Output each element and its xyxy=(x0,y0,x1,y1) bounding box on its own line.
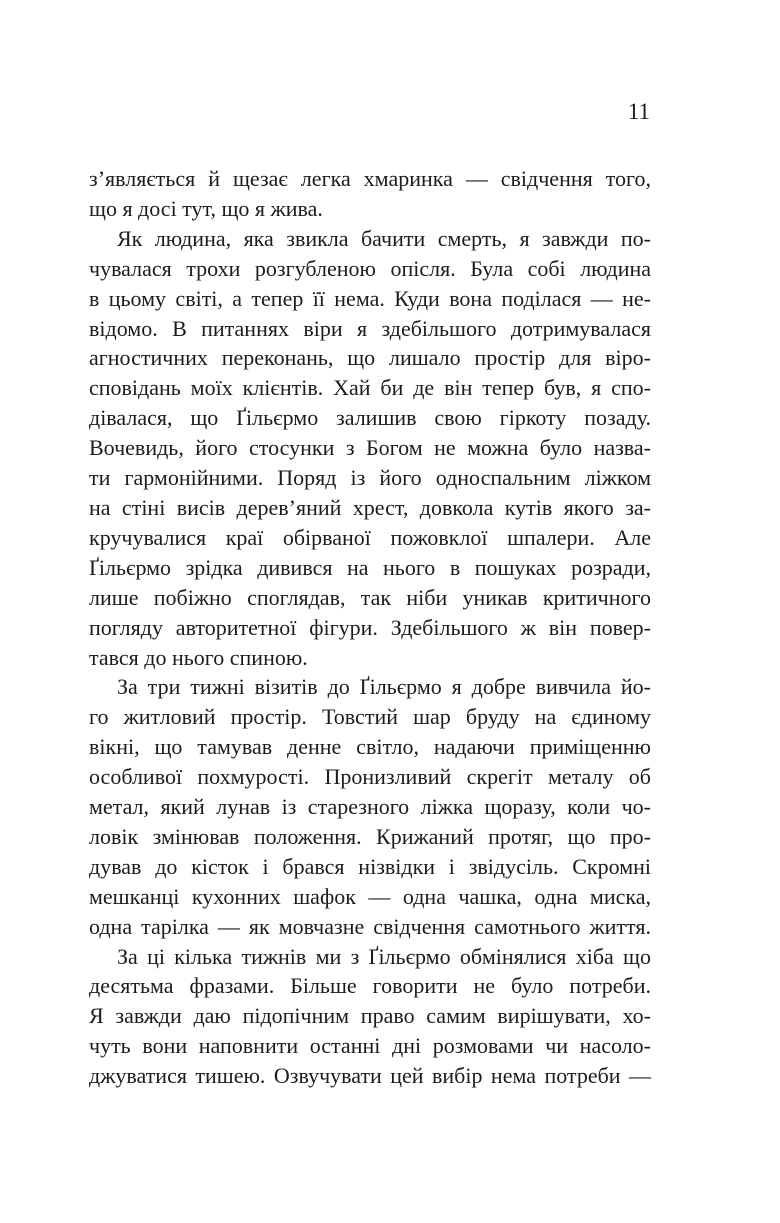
text-line: агностичних переконань, що лишало простір для віро- xyxy=(89,345,651,371)
text-line: лише побіжно споглядав, так ніби уникав критичного xyxy=(89,584,651,610)
text-line: ловік змінював положення. Крижаний протяг, що про- xyxy=(89,823,651,849)
paragraph xyxy=(89,942,651,1092)
text-line: десятьма фразами. Більше говорити не було потреби. xyxy=(89,973,651,999)
text-line: в цьому світі, а тепер її нема. Куди вона поділася — не- xyxy=(89,285,651,311)
text-line: Вочевидь, його стосунки з Богом не можна було назва- xyxy=(89,435,651,461)
text-line: кручувалися краї обірваної пожовклої шпалери. Але xyxy=(89,524,651,550)
paragraph xyxy=(89,224,651,673)
text-line: що я досі тут, що я жива. xyxy=(89,195,323,221)
text-line: чуть вони наповнити останні дні розмовами чи насоло- xyxy=(89,1033,651,1059)
paragraph xyxy=(89,672,651,941)
text-line: з’являється й щезає легка хмаринка — свідчення того, xyxy=(89,166,651,191)
text-line: джуватися тишею. Озвучувати цей вибір нема потреби — xyxy=(89,1063,651,1089)
text-line: тався до нього спиною. xyxy=(89,644,308,670)
text-line: го житловий простір. Товстий шар бруду на єдиному xyxy=(89,704,651,730)
text-line: на стіні висів дерев’яний хрест, довкола кутів якого за- xyxy=(89,494,651,520)
text-line: Я завжди даю підопічним право самим вирішувати, хо- xyxy=(89,1003,651,1029)
text-line: дував до кісток і брався нізвідки і звідусіль. Скромні xyxy=(89,853,651,879)
text-line: погляду авторитетної фігури. Здебільшого ж він повер- xyxy=(89,614,651,640)
text-line: сповідань моїх клієнтів. Хай би де він тепер був, я спо- xyxy=(89,375,651,401)
text-line: За три тижні візитів до Ґільєрмо я добре вивчила йо- xyxy=(117,674,651,700)
text-line: За ці кілька тижнів ми з Ґільєрмо обмінялися хіба що xyxy=(117,943,651,969)
text-line: одна тарілка — як мовчазне свідчення самотнього життя. xyxy=(89,913,651,939)
text-line: особливої похмурості. Пронизливий скрегіт металу об xyxy=(89,764,651,790)
text-line: Ґільєрмо зрідка дивився на нього в пошуках розради, xyxy=(89,554,651,580)
text-line: дівалася, що Ґільєрмо залишив свою гіркоту позаду. xyxy=(89,405,651,431)
text-line: мешканці кухонних шафок — одна чашка, одна миска, xyxy=(89,883,651,909)
text-line: Як людина, яка звикла бачити смерть, я завжди по- xyxy=(117,225,651,251)
page-text xyxy=(89,164,651,1091)
text-line: відомо. В питаннях віри я здебільшого дотримувалася xyxy=(89,315,651,341)
page-number: 11 xyxy=(627,99,650,124)
text-line: чувалася трохи розгубленою опісля. Була собі людина xyxy=(89,255,651,281)
text-line: метал, який лунав із старезного ліжка щоразу, коли чо- xyxy=(89,794,651,820)
paragraph xyxy=(89,164,651,224)
text-line: вікні, що тамував денне світло, надаючи приміщенню xyxy=(89,734,651,760)
text-line: ти гармонійними. Поряд із його односпальним ліжком xyxy=(89,465,651,491)
